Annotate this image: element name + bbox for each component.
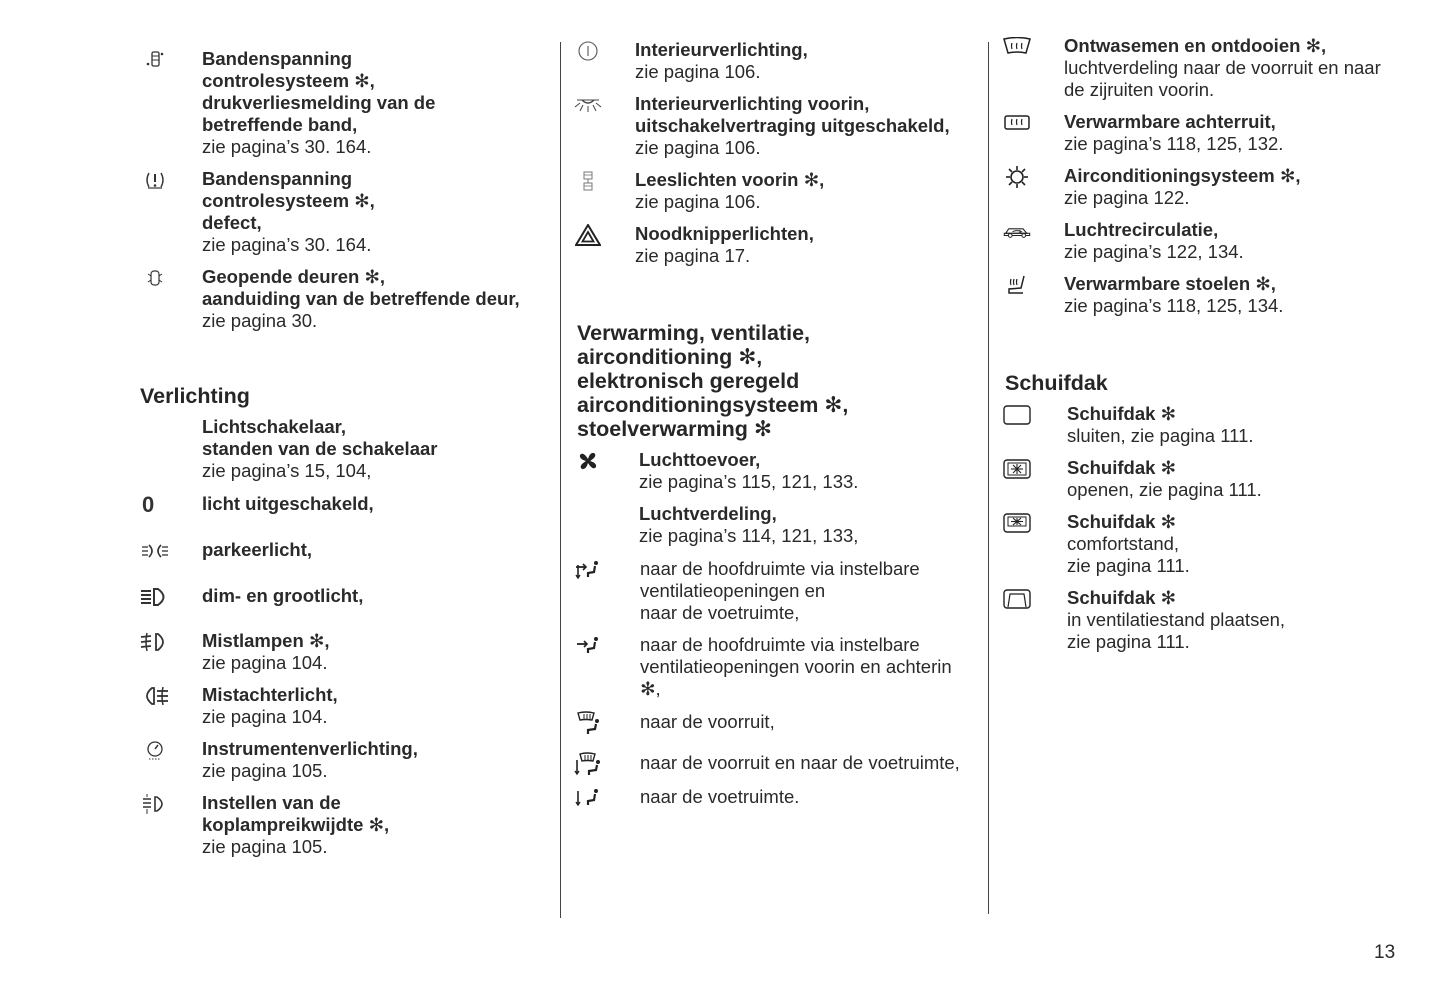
- column-left: [140, 48, 545, 858]
- entry-title: uitschakelvertraging uitgeschakeld,: [635, 115, 950, 136]
- mode-description: naar de voetruimte.: [640, 786, 800, 807]
- entry-title: Luchttoevoer,: [639, 449, 761, 470]
- entry-title: Noodknipperlichten,: [635, 223, 814, 244]
- headlight-range-icon: [140, 793, 170, 815]
- entry-front-interior-light: [573, 93, 973, 159]
- page-reference: zie pagina’s 115, 121, 133.: [639, 471, 859, 492]
- entry-air-distribution: [573, 503, 973, 547]
- sunroof-comfort-icon: [1002, 512, 1032, 534]
- entry-title: standen van de schakelaar: [202, 438, 438, 459]
- mode-description: ventilatieopeningen en: [640, 580, 826, 601]
- entry-sunroof-open: [1002, 457, 1422, 501]
- entry-instrument-lighting: [140, 738, 545, 782]
- entry-description: openen, zie pagina 111.: [1067, 479, 1262, 500]
- entry-airflow-windscreen-foot: [573, 752, 973, 774]
- airflow-foot-icon: [573, 787, 603, 809]
- entry-headlight-range: [140, 792, 545, 858]
- section-title-line: elektronisch geregeld: [577, 369, 800, 393]
- entry-description: de zijruiten voorin.: [1064, 79, 1215, 100]
- column-right: [1002, 35, 1422, 653]
- hazard-warning-icon: [573, 224, 603, 246]
- section-title-climate: [577, 321, 973, 441]
- mode-description: naar de hoofdruimte via instelbare: [640, 558, 920, 579]
- entry-airflow-windscreen: [573, 711, 973, 733]
- entry-title: controlesysteem ✻,: [202, 190, 375, 211]
- defrost-icon: [1002, 36, 1032, 58]
- entry-heated-seats: [1002, 273, 1422, 317]
- mode-description: naar de voorruit,: [640, 711, 775, 732]
- entry-light-switch: [140, 416, 545, 482]
- page-reference: zie pagina 122.: [1064, 187, 1190, 208]
- air-conditioning-icon: [1002, 166, 1032, 188]
- page-number: 13: [1374, 942, 1396, 963]
- entry-title: Luchtverdeling,: [639, 503, 777, 524]
- sunroof-tilt-icon: [1002, 588, 1032, 610]
- entry-title: Mistlampen ✻,: [202, 630, 330, 651]
- entry-low-high-beam: [140, 585, 545, 607]
- entry-air-recirculation: [1002, 219, 1422, 263]
- fan-icon: [573, 450, 603, 472]
- airflow-head-foot-icon: [573, 559, 603, 581]
- heated-seats-icon: [1002, 274, 1032, 296]
- entry-description: comfortstand,: [1067, 533, 1180, 554]
- column-divider-left: [560, 42, 561, 918]
- page-reference: zie pagina 105.: [202, 836, 328, 857]
- low-high-beam-icon: [140, 586, 170, 608]
- entry-title: Schuifdak ✻: [1067, 457, 1177, 478]
- entry-fog-lights: [140, 630, 545, 674]
- entry-title: Schuifdak ✻: [1067, 403, 1177, 424]
- entry-sunroof-close: [1002, 403, 1422, 447]
- airflow-head-front-rear-icon: [573, 635, 603, 657]
- rear-window-heater-icon: [1002, 112, 1032, 134]
- mode-description: naar de hoofdruimte via instelbare: [640, 634, 920, 655]
- page-reference: zie pagina’s 114, 121, 133,: [639, 525, 859, 546]
- open-doors-icon: [140, 267, 170, 289]
- tire-pressure-fault-icon: [140, 169, 170, 191]
- entry-title: Interieurverlichting voorin,: [635, 93, 870, 114]
- section-title-lighting: Verlichting: [140, 384, 250, 408]
- entry-title: drukverliesmelding van de: [202, 92, 436, 113]
- page-reference: zie pagina 105.: [202, 760, 328, 781]
- air-recirculation-icon: [1002, 220, 1032, 242]
- entry-title: Instellen van de: [202, 792, 341, 813]
- section-title-line: Verwarming, ventilatie,: [577, 321, 811, 345]
- page-reference: zie pagina’s 30. 164.: [202, 136, 372, 157]
- entry-interior-light: [573, 39, 973, 83]
- page-reference: zie pagina 104.: [202, 652, 328, 673]
- entry-title: Schuifdak ✻: [1067, 511, 1177, 532]
- entry-tire-pressure-loss: [140, 48, 545, 158]
- entry-airflow-foot: [573, 786, 973, 808]
- page-reference: zie pagina 17.: [635, 245, 751, 266]
- entry-title: Mistachterlicht,: [202, 684, 338, 705]
- entry-title: Verwarmbare stoelen ✻,: [1064, 273, 1276, 294]
- mode-description: ✻,: [640, 678, 661, 699]
- entry-title: Bandenspanning: [202, 48, 353, 69]
- entry-sunroof-tilt: [1002, 587, 1422, 653]
- entry-open-doors: [140, 266, 545, 332]
- mode-description: naar de voetruimte,: [640, 602, 800, 623]
- entry-title: Luchtrecirculatie,: [1064, 219, 1219, 240]
- entry-description: zie pagina 111.: [1067, 631, 1190, 652]
- sunroof-open-icon: [1002, 458, 1032, 480]
- page-reference: zie pagina 106.: [635, 191, 761, 212]
- rear-fog-light-icon: [140, 685, 170, 707]
- page-reference: zie pagina 106.: [635, 61, 761, 82]
- airflow-windscreen-icon: [573, 712, 603, 734]
- interior-light-icon: [573, 40, 603, 62]
- entry-defrost: [1002, 35, 1422, 101]
- section-title-line: airconditioning ✻,: [577, 345, 763, 369]
- entry-title: betreffende band,: [202, 114, 358, 135]
- page-reference: zie pagina’s 118, 125, 134.: [1064, 295, 1284, 316]
- entry-reading-lights: [573, 169, 973, 213]
- entry-description: zie pagina 111.: [1067, 555, 1190, 576]
- entry-light-off: [140, 493, 545, 515]
- entry-title: Instrumentenverlichting,: [202, 738, 418, 759]
- entry-title: Verwarmbare achterruit,: [1064, 111, 1276, 132]
- entry-title: koplampreikwijdte ✻,: [202, 814, 390, 835]
- page-reference: zie pagina 104.: [202, 706, 328, 727]
- front-interior-light-icon: [573, 94, 603, 116]
- page-reference: zie pagina’s 30. 164.: [202, 234, 372, 255]
- section-title-sunroof: Schuifdak: [1005, 371, 1108, 395]
- entry-rear-window-heater: [1002, 111, 1422, 155]
- entry-title: Schuifdak ✻: [1067, 587, 1177, 608]
- light-off-icon: 0: [142, 492, 155, 517]
- entry-airflow-head-foot: [573, 558, 973, 624]
- instrument-lighting-icon: [140, 739, 170, 761]
- entry-title: Lichtschakelaar,: [202, 416, 346, 437]
- section-title-line: stoelverwarming ✻: [577, 417, 772, 441]
- page-reference: zie pagina 106.: [635, 137, 761, 158]
- entry-title: parkeerlicht,: [202, 539, 313, 560]
- page-reference: zie pagina’s 122, 134.: [1064, 241, 1244, 262]
- entry-tire-pressure-fault: [140, 168, 545, 256]
- entry-title: controlesysteem ✻,: [202, 70, 375, 91]
- entry-sunroof-comfort: [1002, 511, 1422, 577]
- airflow-windscreen-foot-icon: [573, 753, 603, 775]
- entry-title: Leeslichten voorin ✻,: [635, 169, 825, 190]
- tire-pressure-loss-icon: [140, 49, 170, 71]
- parking-light-icon: [140, 540, 170, 562]
- entry-air-conditioning: [1002, 165, 1422, 209]
- entry-title: Airconditioningsysteem ✻,: [1064, 165, 1301, 186]
- entry-parking-light: [140, 539, 545, 561]
- fog-lights-icon: [140, 631, 170, 653]
- reading-lights-icon: [573, 170, 603, 192]
- sunroof-close-icon: [1002, 404, 1032, 426]
- column-middle: [573, 39, 973, 808]
- column-divider-right: [988, 42, 989, 914]
- entry-airflow-head-front-rear: [573, 634, 973, 700]
- entry-description: sluiten, zie pagina 111.: [1067, 425, 1254, 446]
- page-reference: zie pagina 30.: [202, 310, 318, 331]
- entry-hazard-warning: [573, 223, 973, 267]
- entry-title: Geopende deuren ✻,: [202, 266, 386, 287]
- mode-description: naar de voorruit en naar de voetruimte,: [640, 752, 960, 773]
- entry-title: aanduiding van de betreffende deur,: [202, 288, 520, 309]
- entry-title: defect,: [202, 212, 262, 233]
- entry-title: licht uitgeschakeld,: [202, 493, 374, 514]
- mode-description: ventilatieopeningen voorin en achterin: [640, 656, 952, 677]
- page-reference: zie pagina’s 118, 125, 132.: [1064, 133, 1284, 154]
- section-title-line: airconditioningsysteem ✻,: [577, 393, 849, 417]
- page-reference: zie pagina’s 15, 104,: [202, 460, 372, 481]
- entry-air-supply: [573, 449, 973, 493]
- entry-title: Interieurverlichting,: [635, 39, 808, 60]
- entry-title: Bandenspanning: [202, 168, 353, 189]
- entry-description: luchtverdeling naar de voorruit en naar: [1064, 57, 1381, 78]
- entry-rear-fog-light: [140, 684, 545, 728]
- entry-title: dim- en grootlicht,: [202, 585, 364, 606]
- entry-description: in ventilatiestand plaatsen,: [1067, 609, 1286, 630]
- entry-title: Ontwasemen en ontdooien ✻,: [1064, 35, 1327, 56]
